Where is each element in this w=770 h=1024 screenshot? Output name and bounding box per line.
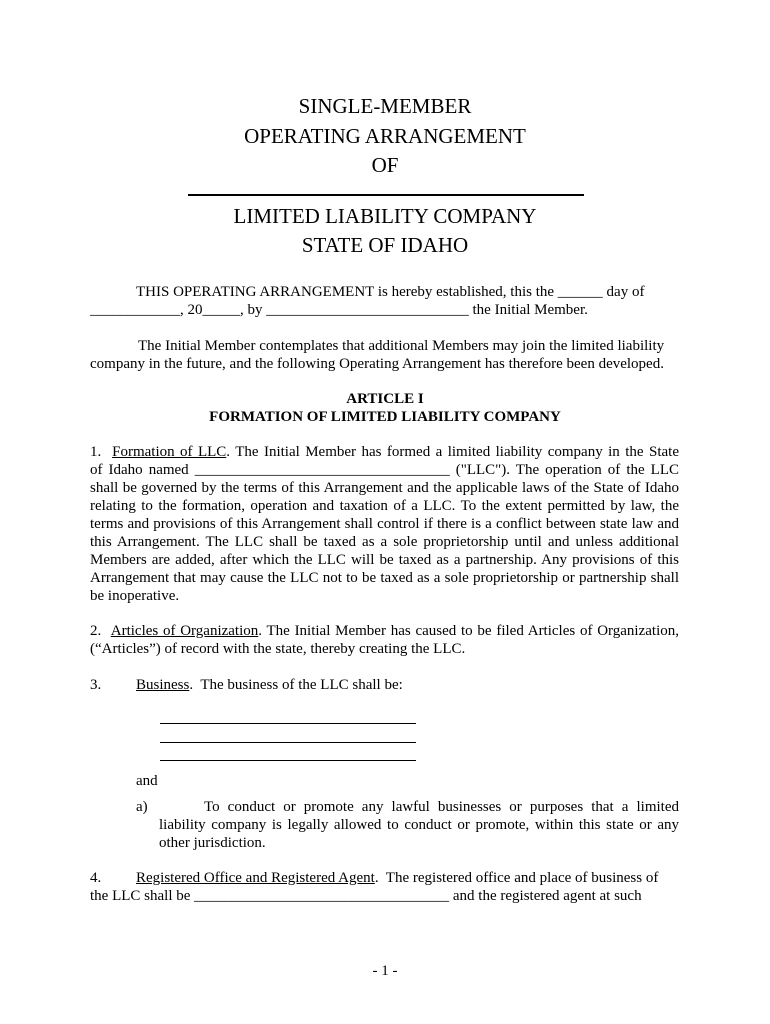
section3-item-line-3: other jurisdiction. (159, 835, 266, 851)
section1-line-6: this Arrangement. The LLC shall be taxed as a sole proprietorship until and unless additional (90, 534, 679, 550)
section3-title: Business (136, 677, 190, 693)
section1-title: Formation of LLC (112, 444, 227, 460)
page-number: - 1 - (372, 963, 398, 979)
company-name-blank-line (188, 194, 584, 196)
section1-line-1 (90, 443, 679, 461)
para2-line-2: company in the future, and the following Operating Arrangement has therefore been developed. (90, 356, 664, 372)
section2-line-2: (“Articles”) of record with the state, thereby creating the LLC. (90, 641, 466, 657)
section3-number: 3. (90, 677, 102, 693)
business-blank-line-1 (160, 723, 416, 724)
title-line-5: STATE OF IDAHO (301, 233, 469, 257)
section1-line-9: be inoperative. (90, 588, 180, 604)
section4-title: Registered Office and Registered Agent (136, 870, 375, 886)
business-blank-line-3 (160, 760, 416, 761)
section1-line-8: Arrangement that may cause the LLC not to be taxed as a sole proprietorship or partnership shall (90, 570, 679, 586)
section2-title: Articles of Organization (110, 623, 259, 639)
section4-text-1: . The registered office and place of business of (374, 870, 659, 886)
title-line-2: OPERATING ARRANGEMENT (244, 124, 526, 148)
section4-line-2: the LLC shall be __________________________________ and the registered agent at such (90, 888, 642, 904)
section3-line (136, 676, 403, 694)
section1-line-3: shall be governed by the terms of this Arrangement and the applicable laws of the State of Idaho (90, 480, 679, 496)
section1-line-5: terms and provisions of this Arrangement shall control if there is a conflict between state law and (90, 516, 679, 532)
article-subheading: FORMATION OF LIMITED LIABILITY COMPANY (209, 409, 561, 425)
intro-line-1: THIS OPERATING ARRANGEMENT is hereby established, this the ______ day of (136, 284, 645, 300)
section3-item-line-1: To conduct or promote any lawful businesses or purposes that a limited (204, 799, 679, 815)
section1-text-1: . The Initial Member has formed a limited liability company in the State (226, 444, 679, 460)
section3-text: . The business of the LLC shall be: (189, 677, 403, 693)
section2-text-1: . The Initial Member has caused to be filed Articles of Organization, (258, 623, 679, 639)
section3-item-line-2: liability company is legally allowed to conduct or promote, within this state or any (159, 817, 679, 833)
business-blank-line-2 (160, 742, 416, 743)
title-line-3: OF (371, 153, 399, 177)
section1-line-2: of Idaho named __________________________________ ("LLC"). The operation of the LLC (90, 462, 679, 478)
para2-line-1: The Initial Member contemplates that additional Members may join the limited liability (138, 338, 665, 354)
article-heading: ARTICLE I (346, 391, 424, 407)
section4-number: 4. (90, 870, 102, 886)
section1-number: 1. (90, 444, 102, 460)
section1-line-7: Members are added, after which the LLC will be taxed as a partnership. Any provisions of this (90, 552, 679, 568)
section2-number: 2. (90, 623, 102, 639)
section2-line-1 (90, 622, 679, 640)
section4-line-1 (136, 869, 658, 887)
title-line-4: LIMITED LIABILITY COMPANY (233, 204, 537, 228)
title-line-1: SINGLE-MEMBER (298, 94, 472, 118)
intro-line-2: ____________, 20_____, by ___________________________ the Initial Member. (90, 302, 588, 318)
section1-line-4: relating to the formation, operation and taxation of a LLC. To the extent permitted by law, the (90, 498, 679, 514)
section3-and: and (136, 773, 158, 789)
section3-item-label: a) (136, 799, 148, 815)
